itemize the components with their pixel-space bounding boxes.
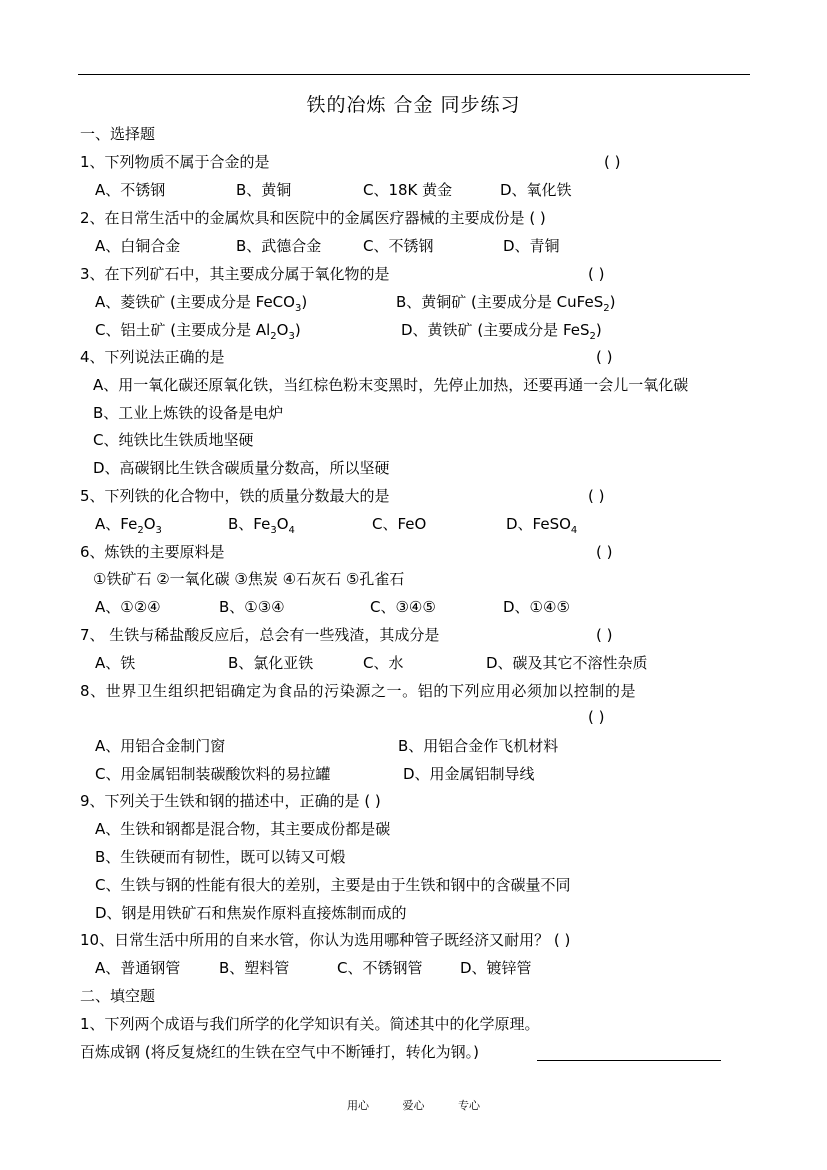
- q5-option-a[interactable]: A、$Fe_2O_3$: [95, 515, 162, 536]
- q7-option-a[interactable]: A、铁: [95, 654, 136, 672]
- q8-option-c[interactable]: C、用金属铝制装碳酸饮料的易拉罐: [95, 765, 331, 783]
- q3-stem: 3、在下列矿石中，其主要成分属于氧化物的是: [80, 265, 390, 283]
- q1-option-b[interactable]: B、黄铜: [236, 181, 292, 199]
- section-fill-heading: 二、填空题: [80, 987, 156, 1005]
- q9-option-c[interactable]: C、生铁与钢的性能有很大的差别，主要是由于生铁和钢中的含碳量不同: [95, 876, 571, 894]
- q3-option-c[interactable]: C、铝土矿 (主要成分是 $Al_2O_3$): [95, 321, 301, 342]
- q2-option-a[interactable]: A、白铜合金: [95, 237, 181, 255]
- section-choice-heading: 一、选择题: [80, 125, 156, 143]
- q10-option-c[interactable]: C、不锈钢管: [337, 959, 423, 977]
- q10-option-d[interactable]: D、镀锌管: [460, 959, 532, 977]
- q6-option-d[interactable]: D、①④⑤: [503, 598, 570, 616]
- q6-option-a[interactable]: A、①②④: [95, 598, 161, 616]
- q7-option-d[interactable]: D、碳及其它不溶性杂质: [486, 654, 648, 672]
- q1-option-d[interactable]: D、氧化铁: [500, 181, 572, 199]
- q4-stem: 4、下列说法正确的是: [80, 348, 225, 366]
- q7-answer-blank[interactable]: ( ): [596, 626, 613, 644]
- q7-stem: 7、 生铁与稀盐酸反应后，总会有一些残渣，其成分是: [80, 626, 440, 644]
- q4-option-c[interactable]: C、纯铁比生铁质地坚硬: [93, 431, 254, 449]
- q9-option-a[interactable]: A、生铁和钢都是混合物，其主要成份都是碳: [95, 820, 391, 838]
- q4-option-a[interactable]: A、用一氧化碳还原氧化铁，当红棕色粉末变黑时，先停止加热，还要再通一会儿一氧化碳: [93, 376, 689, 394]
- q5-stem: 5、下列铁的化合物中，铁的质量分数最大的是: [80, 487, 390, 505]
- q8-option-d[interactable]: D、用金属铝制导线: [403, 765, 535, 783]
- page-footer: [0, 1097, 827, 1113]
- q3-option-a[interactable]: A、菱铁矿 (主要成分是 FeCO$_3$): [95, 293, 308, 314]
- q10-option-a[interactable]: A、普通钢管: [95, 959, 181, 977]
- q7-option-b[interactable]: B、氯化亚铁: [228, 654, 314, 672]
- q1-stem: 1、下列物质不属于合金的是: [80, 153, 270, 171]
- q2-option-d[interactable]: D、青铜: [503, 237, 560, 255]
- q10-stem: 10、日常生活中所用的自来水管，你认为选用哪种管子既经济又耐用？ ( ): [80, 931, 571, 949]
- header-rule: [78, 74, 750, 75]
- footer-word-1: 用心: [347, 1099, 369, 1112]
- q5-option-d[interactable]: D、FeSO$_4$: [506, 515, 578, 536]
- q6-option-c[interactable]: C、③④⑤: [370, 598, 436, 616]
- q1-answer-blank[interactable]: ( ): [604, 153, 621, 171]
- fill1-answer-line[interactable]: [537, 1060, 721, 1061]
- q4-option-d[interactable]: D、高碳钢比生铁含碳质量分数高，所以坚硬: [93, 459, 390, 477]
- q5-answer-blank[interactable]: ( ): [588, 487, 605, 505]
- q3-option-d[interactable]: D、黄铁矿 (主要成分是 FeS$_2$): [401, 321, 602, 342]
- fill1-idiom: 百炼成钢 (将反复烧红的生铁在空气中不断锤打，转化为钢。): [80, 1043, 479, 1061]
- q8-option-b[interactable]: B、用铝合金作飞机材料: [398, 737, 559, 755]
- q6-materials: ①铁矿石 ②一氧化碳 ③焦炭 ④石灰石 ⑤孔雀石: [93, 570, 405, 588]
- q4-option-b[interactable]: B、工业上炼铁的设备是电炉: [93, 404, 284, 422]
- q9-option-d[interactable]: D、钢是用铁矿石和焦炭作原料直接炼制而成的: [95, 904, 407, 922]
- q3-answer-blank[interactable]: ( ): [588, 265, 605, 283]
- q5-option-b[interactable]: B、$Fe_3O_4$: [228, 515, 295, 536]
- q6-answer-blank[interactable]: ( ): [596, 543, 613, 561]
- q2-option-b[interactable]: B、武德合金: [236, 237, 322, 255]
- q8-option-a[interactable]: A、用铝合金制门窗: [95, 737, 226, 755]
- q7-option-c[interactable]: C、水: [363, 654, 404, 672]
- q5-option-c[interactable]: C、FeO: [372, 515, 427, 533]
- footer-word-3: 专心: [458, 1099, 480, 1112]
- q2-stem: 2、在日常生活中的金属炊具和医院中的金属医疗器械的主要成份是 ( ): [80, 209, 546, 227]
- q4-answer-blank[interactable]: ( ): [596, 348, 613, 366]
- footer-word-2: 爱心: [402, 1099, 425, 1112]
- q9-option-b[interactable]: B、生铁硬而有韧性，既可以铸又可煅: [95, 848, 346, 866]
- page-title: 铁的冶炼 合金 同步练习: [306, 94, 521, 116]
- q3-option-b[interactable]: B、黄铜矿 (主要成分是 CuFeS$_2$): [396, 293, 616, 314]
- q6-option-b[interactable]: B、①③④: [219, 598, 285, 616]
- q10-option-b[interactable]: B、塑料管: [219, 959, 290, 977]
- q8-stem: 8、世界卫生组织把铝确定为食品的污染源之一。铝的下列应用必须加以控制的是: [80, 682, 637, 700]
- q1-option-a[interactable]: A、不锈钢: [95, 181, 166, 199]
- fill1-stem: 1、下列两个成语与我们所学的化学知识有关。简述其中的化学原理。: [80, 1015, 540, 1033]
- q8-answer-blank[interactable]: ( ): [588, 708, 605, 726]
- q1-option-c[interactable]: C、18K 黄金: [363, 181, 453, 199]
- q9-stem: 9、下列关于生铁和钢的描述中，正确的是 ( ): [80, 792, 381, 810]
- q6-stem: 6、炼铁的主要原料是: [80, 543, 225, 561]
- q2-option-c[interactable]: C、不锈钢: [363, 237, 434, 255]
